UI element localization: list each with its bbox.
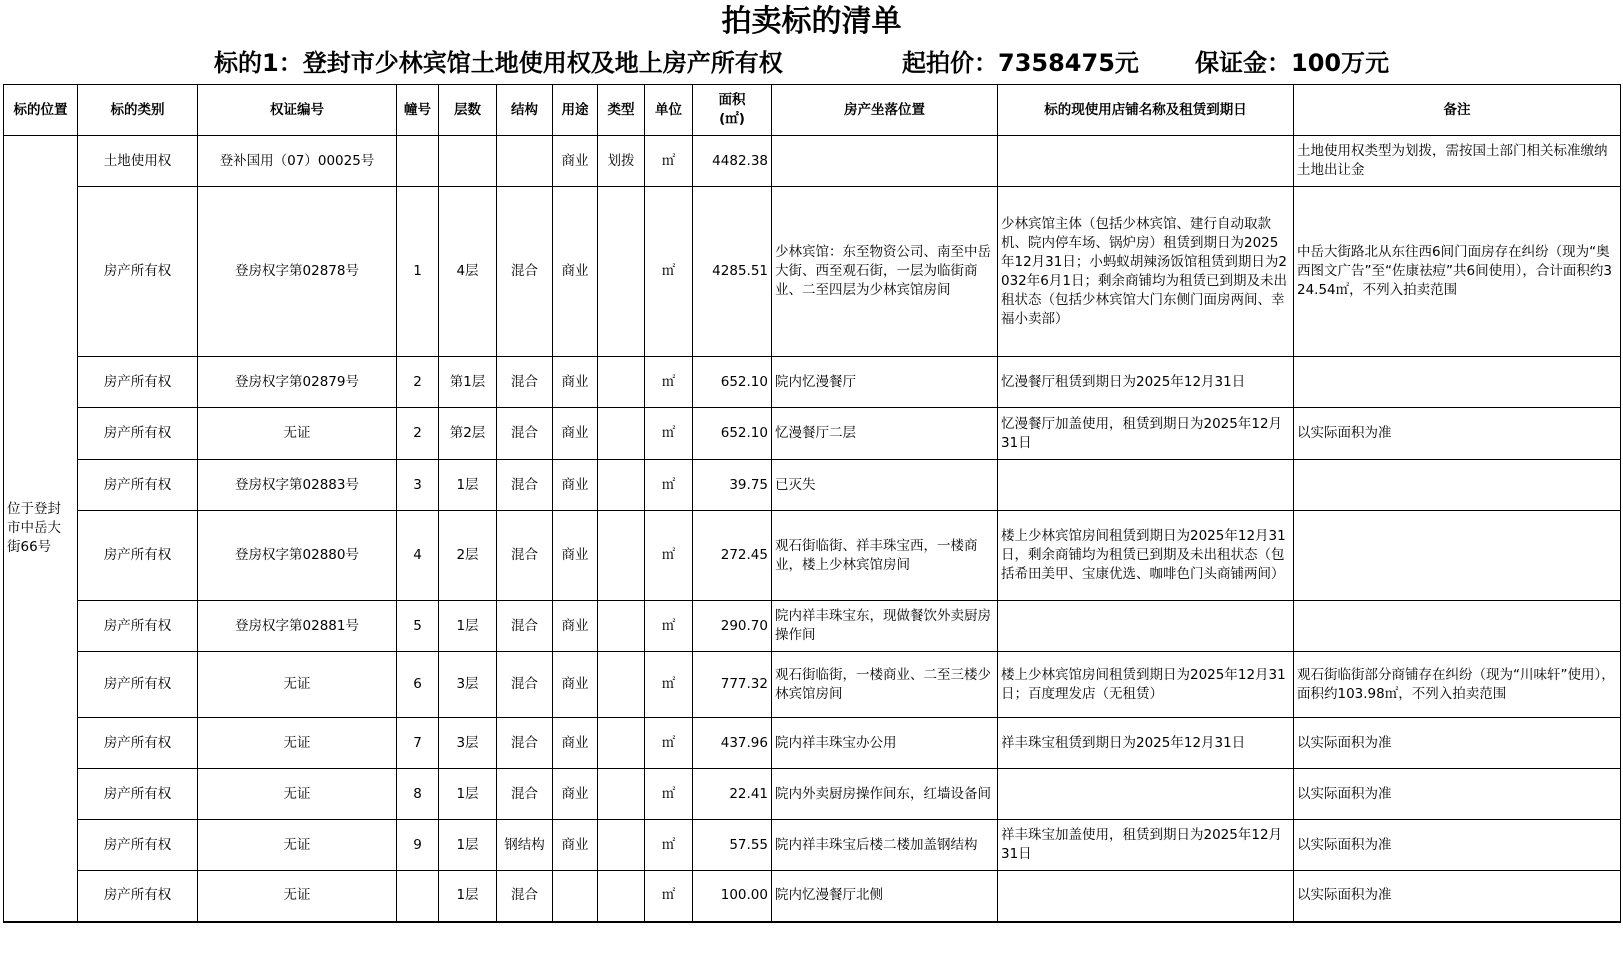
header-current-use: 标的现使用店铺名称及租赁到期日 xyxy=(998,85,1294,136)
row-remarks: 以实际面积为准 xyxy=(1294,408,1621,460)
row-current-use xyxy=(998,871,1294,922)
row-current-use: 少林宾馆主体（包括少林宾馆、建行自动取款机、院内停车场、锅炉房）租赁到期日为2025年12月31日；小蚂蚁胡辣汤饭馆租赁到期日为2032年6月1日；剩余商铺均为租赁已到期及未出租状态（包括少林宾馆大门东侧门面房两间、幸福小卖部） xyxy=(998,187,1294,357)
row-structure: 混合 xyxy=(497,871,553,922)
row-unit: ㎡ xyxy=(645,187,693,357)
row-building-no: 5 xyxy=(397,601,439,652)
row-remarks: 观石街临街部分商铺存在纠纷（现为“川味轩”使用），面积约103.98㎡，不列入拍卖范围 xyxy=(1294,652,1621,718)
row-floors: 1层 xyxy=(439,460,497,511)
row-structure: 混合 xyxy=(497,601,553,652)
row-unit: ㎡ xyxy=(645,408,693,460)
row-address: 院内祥丰珠宝办公用 xyxy=(772,718,998,769)
row-current-use: 楼上少林宾馆房间租赁到期日为2025年12月31日；百度理发店（无租赁） xyxy=(998,652,1294,718)
table-header-row xyxy=(4,85,1621,136)
row-area: 57.55 xyxy=(693,820,772,871)
row-unit: ㎡ xyxy=(645,652,693,718)
row-structure: 混合 xyxy=(497,357,553,408)
table-row xyxy=(4,511,1621,601)
header-address: 房产坐落位置 xyxy=(772,85,998,136)
row-area: 4285.51 xyxy=(693,187,772,357)
row-usage: 商业 xyxy=(553,187,598,357)
row-structure: 混合 xyxy=(497,408,553,460)
row-floors: 3层 xyxy=(439,718,497,769)
row-area: 272.45 xyxy=(693,511,772,601)
row-usage: 商业 xyxy=(553,718,598,769)
header-usage: 用途 xyxy=(553,85,598,136)
table-row xyxy=(4,460,1621,511)
row-usage: 商业 xyxy=(553,408,598,460)
row-unit: ㎡ xyxy=(645,601,693,652)
row-structure: 混合 xyxy=(497,511,553,601)
row-address: 少林宾馆：东至物资公司、南至中岳大街、西至观石街，一层为临街商业、二至四层为少林宾馆房间 xyxy=(772,187,998,357)
table-row xyxy=(4,136,1621,187)
row-building-no xyxy=(397,871,439,922)
row-building-no: 7 xyxy=(397,718,439,769)
row-cert-no: 无证 xyxy=(198,408,397,460)
row-cert-no: 登房权字第02880号 xyxy=(198,511,397,601)
header-area-line2: (㎡) xyxy=(719,111,745,127)
row-cert-no: 无证 xyxy=(198,769,397,820)
row-type xyxy=(598,357,645,408)
row-category: 房产所有权 xyxy=(78,718,198,769)
row-remarks xyxy=(1294,357,1621,408)
row-unit: ㎡ xyxy=(645,357,693,408)
row-floors: 2层 xyxy=(439,511,497,601)
row-unit: ㎡ xyxy=(645,769,693,820)
row-address xyxy=(772,136,998,187)
header-unit: 单位 xyxy=(645,85,693,136)
row-category: 房产所有权 xyxy=(78,871,198,922)
row-remarks xyxy=(1294,601,1621,652)
row-remarks xyxy=(1294,511,1621,601)
row-floors xyxy=(439,136,497,187)
row-area: 22.41 xyxy=(693,769,772,820)
row-current-use: 忆漫餐厅加盖使用，租赁到期日为2025年12月31日 xyxy=(998,408,1294,460)
row-remarks: 以实际面积为准 xyxy=(1294,718,1621,769)
row-address: 院内忆漫餐厅 xyxy=(772,357,998,408)
row-structure: 混合 xyxy=(497,187,553,357)
row-structure: 混合 xyxy=(497,718,553,769)
row-category: 土地使用权 xyxy=(78,136,198,187)
subtitle-start-price: 起拍价：7358475元 xyxy=(902,49,1139,77)
row-current-use xyxy=(998,601,1294,652)
row-category: 房产所有权 xyxy=(78,511,198,601)
row-area: 437.96 xyxy=(693,718,772,769)
row-category: 房产所有权 xyxy=(78,820,198,871)
subtitle-item: 标的1：登封市少林宾馆土地使用权及地上房产所有权 xyxy=(214,49,783,77)
row-address: 忆漫餐厅二层 xyxy=(772,408,998,460)
row-category: 房产所有权 xyxy=(78,187,198,357)
row-remarks: 以实际面积为准 xyxy=(1294,769,1621,820)
row-cert-no: 登房权字第02881号 xyxy=(198,601,397,652)
row-floors: 4层 xyxy=(439,187,497,357)
row-type xyxy=(598,718,645,769)
row-remarks: 土地使用权类型为划拨，需按国土部门相关标准缴纳土地出让金 xyxy=(1294,136,1621,187)
row-building-no: 9 xyxy=(397,820,439,871)
row-remarks: 以实际面积为准 xyxy=(1294,820,1621,871)
row-floors: 1层 xyxy=(439,601,497,652)
row-structure: 混合 xyxy=(497,769,553,820)
row-current-use xyxy=(998,136,1294,187)
row-structure: 混合 xyxy=(497,652,553,718)
row-remarks xyxy=(1294,460,1621,511)
row-cert-no: 无证 xyxy=(198,652,397,718)
header-area xyxy=(693,85,772,136)
auction-table xyxy=(3,84,1621,923)
row-remarks: 以实际面积为准 xyxy=(1294,871,1621,922)
header-category: 标的类别 xyxy=(78,85,198,136)
header-building-no: 幢号 xyxy=(397,85,439,136)
row-address: 院内祥丰珠宝后楼二楼加盖钢结构 xyxy=(772,820,998,871)
location-cell: 位于登封市中岳大街66号 xyxy=(4,136,78,922)
row-cert-no: 登房权字第02878号 xyxy=(198,187,397,357)
table-row xyxy=(4,187,1621,357)
row-category: 房产所有权 xyxy=(78,601,198,652)
row-type xyxy=(598,820,645,871)
row-building-no: 2 xyxy=(397,357,439,408)
row-unit: ㎡ xyxy=(645,820,693,871)
row-unit: ㎡ xyxy=(645,136,693,187)
table-row xyxy=(4,718,1621,769)
row-cert-no: 无证 xyxy=(198,820,397,871)
row-building-no: 6 xyxy=(397,652,439,718)
row-unit: ㎡ xyxy=(645,871,693,922)
table-row xyxy=(4,601,1621,652)
row-usage: 商业 xyxy=(553,820,598,871)
table-row xyxy=(4,820,1621,871)
row-current-use xyxy=(998,460,1294,511)
table-row xyxy=(4,357,1621,408)
header-cert-no: 权证编号 xyxy=(198,85,397,136)
row-usage: 商业 xyxy=(553,652,598,718)
row-type xyxy=(598,511,645,601)
row-category: 房产所有权 xyxy=(78,357,198,408)
subtitle xyxy=(0,44,1623,82)
row-floors: 第1层 xyxy=(439,357,497,408)
table-row xyxy=(4,871,1621,922)
row-area: 39.75 xyxy=(693,460,772,511)
row-cert-no: 无证 xyxy=(198,718,397,769)
row-floors: 1层 xyxy=(439,871,497,922)
row-address: 观石街临街、祥丰珠宝西，一楼商业，楼上少林宾馆房间 xyxy=(772,511,998,601)
table-row xyxy=(4,652,1621,718)
row-structure: 混合 xyxy=(497,460,553,511)
row-building-no xyxy=(397,136,439,187)
row-address: 院内忆漫餐厅北侧 xyxy=(772,871,998,922)
header-structure: 结构 xyxy=(497,85,553,136)
row-type xyxy=(598,460,645,511)
row-address: 院内外卖厨房操作间东，红墙设备间 xyxy=(772,769,998,820)
row-category: 房产所有权 xyxy=(78,460,198,511)
row-usage: 商业 xyxy=(553,136,598,187)
row-current-use: 楼上少林宾馆房间租赁到期日为2025年12月31日，剩余商铺均为租赁已到期及未出租状态（包括希田美甲、宝康优选、咖啡色门头商铺两间） xyxy=(998,511,1294,601)
header-area-line1: 面积 xyxy=(718,92,746,108)
row-type xyxy=(598,187,645,357)
row-building-no: 3 xyxy=(397,460,439,511)
table-row xyxy=(4,769,1621,820)
row-category: 房产所有权 xyxy=(78,769,198,820)
row-address: 观石街临街，一楼商业、二至三楼少林宾馆房间 xyxy=(772,652,998,718)
row-floors: 3层 xyxy=(439,652,497,718)
table-body xyxy=(4,136,1621,922)
row-usage: 商业 xyxy=(553,357,598,408)
row-current-use: 祥丰珠宝租赁到期日为2025年12月31日 xyxy=(998,718,1294,769)
header-remarks: 备注 xyxy=(1294,85,1621,136)
row-cert-no: 登房权字第02883号 xyxy=(198,460,397,511)
row-usage xyxy=(553,871,598,922)
row-type xyxy=(598,601,645,652)
subtitle-deposit: 保证金：100万元 xyxy=(1195,49,1390,77)
row-address: 已灭失 xyxy=(772,460,998,511)
row-address: 院内祥丰珠宝东，现做餐饮外卖厨房操作间 xyxy=(772,601,998,652)
row-current-use: 祥丰珠宝加盖使用，租赁到期日为2025年12月31日 xyxy=(998,820,1294,871)
row-cert-no: 登补国用（07）00025号 xyxy=(198,136,397,187)
row-category: 房产所有权 xyxy=(78,652,198,718)
row-floors: 第2层 xyxy=(439,408,497,460)
row-cert-no: 登房权字第02879号 xyxy=(198,357,397,408)
row-area: 652.10 xyxy=(693,357,772,408)
row-floors: 1层 xyxy=(439,769,497,820)
row-usage: 商业 xyxy=(553,460,598,511)
row-building-no: 8 xyxy=(397,769,439,820)
row-current-use xyxy=(998,769,1294,820)
row-usage: 商业 xyxy=(553,511,598,601)
row-type: 划拨 xyxy=(598,136,645,187)
row-structure: 钢结构 xyxy=(497,820,553,871)
row-usage: 商业 xyxy=(553,601,598,652)
row-building-no: 2 xyxy=(397,408,439,460)
row-building-no: 1 xyxy=(397,187,439,357)
row-cert-no: 无证 xyxy=(198,871,397,922)
header-floors: 层数 xyxy=(439,85,497,136)
row-area: 290.70 xyxy=(693,601,772,652)
row-unit: ㎡ xyxy=(645,511,693,601)
row-area: 777.32 xyxy=(693,652,772,718)
row-remarks: 中岳大街路北从东往西6间门面房存在纠纷（现为“奥西图文广告”至“佐康祛痘”共6间使用），合计面积约324.54㎡，不列入拍卖范围 xyxy=(1294,187,1621,357)
row-type xyxy=(598,652,645,718)
row-type xyxy=(598,408,645,460)
row-category: 房产所有权 xyxy=(78,408,198,460)
row-type xyxy=(598,871,645,922)
header-type: 类型 xyxy=(598,85,645,136)
row-unit: ㎡ xyxy=(645,718,693,769)
row-current-use: 忆漫餐厅租赁到期日为2025年12月31日 xyxy=(998,357,1294,408)
page-title: 拍卖标的清单 xyxy=(721,4,902,39)
table-row xyxy=(4,408,1621,460)
row-type xyxy=(598,769,645,820)
row-area: 652.10 xyxy=(693,408,772,460)
row-building-no: 4 xyxy=(397,511,439,601)
row-area: 100.00 xyxy=(693,871,772,922)
row-usage: 商业 xyxy=(553,769,598,820)
row-structure xyxy=(497,136,553,187)
row-area: 4482.38 xyxy=(693,136,772,187)
row-unit: ㎡ xyxy=(645,460,693,511)
row-floors: 1层 xyxy=(439,820,497,871)
header-location: 标的位置 xyxy=(4,85,78,136)
